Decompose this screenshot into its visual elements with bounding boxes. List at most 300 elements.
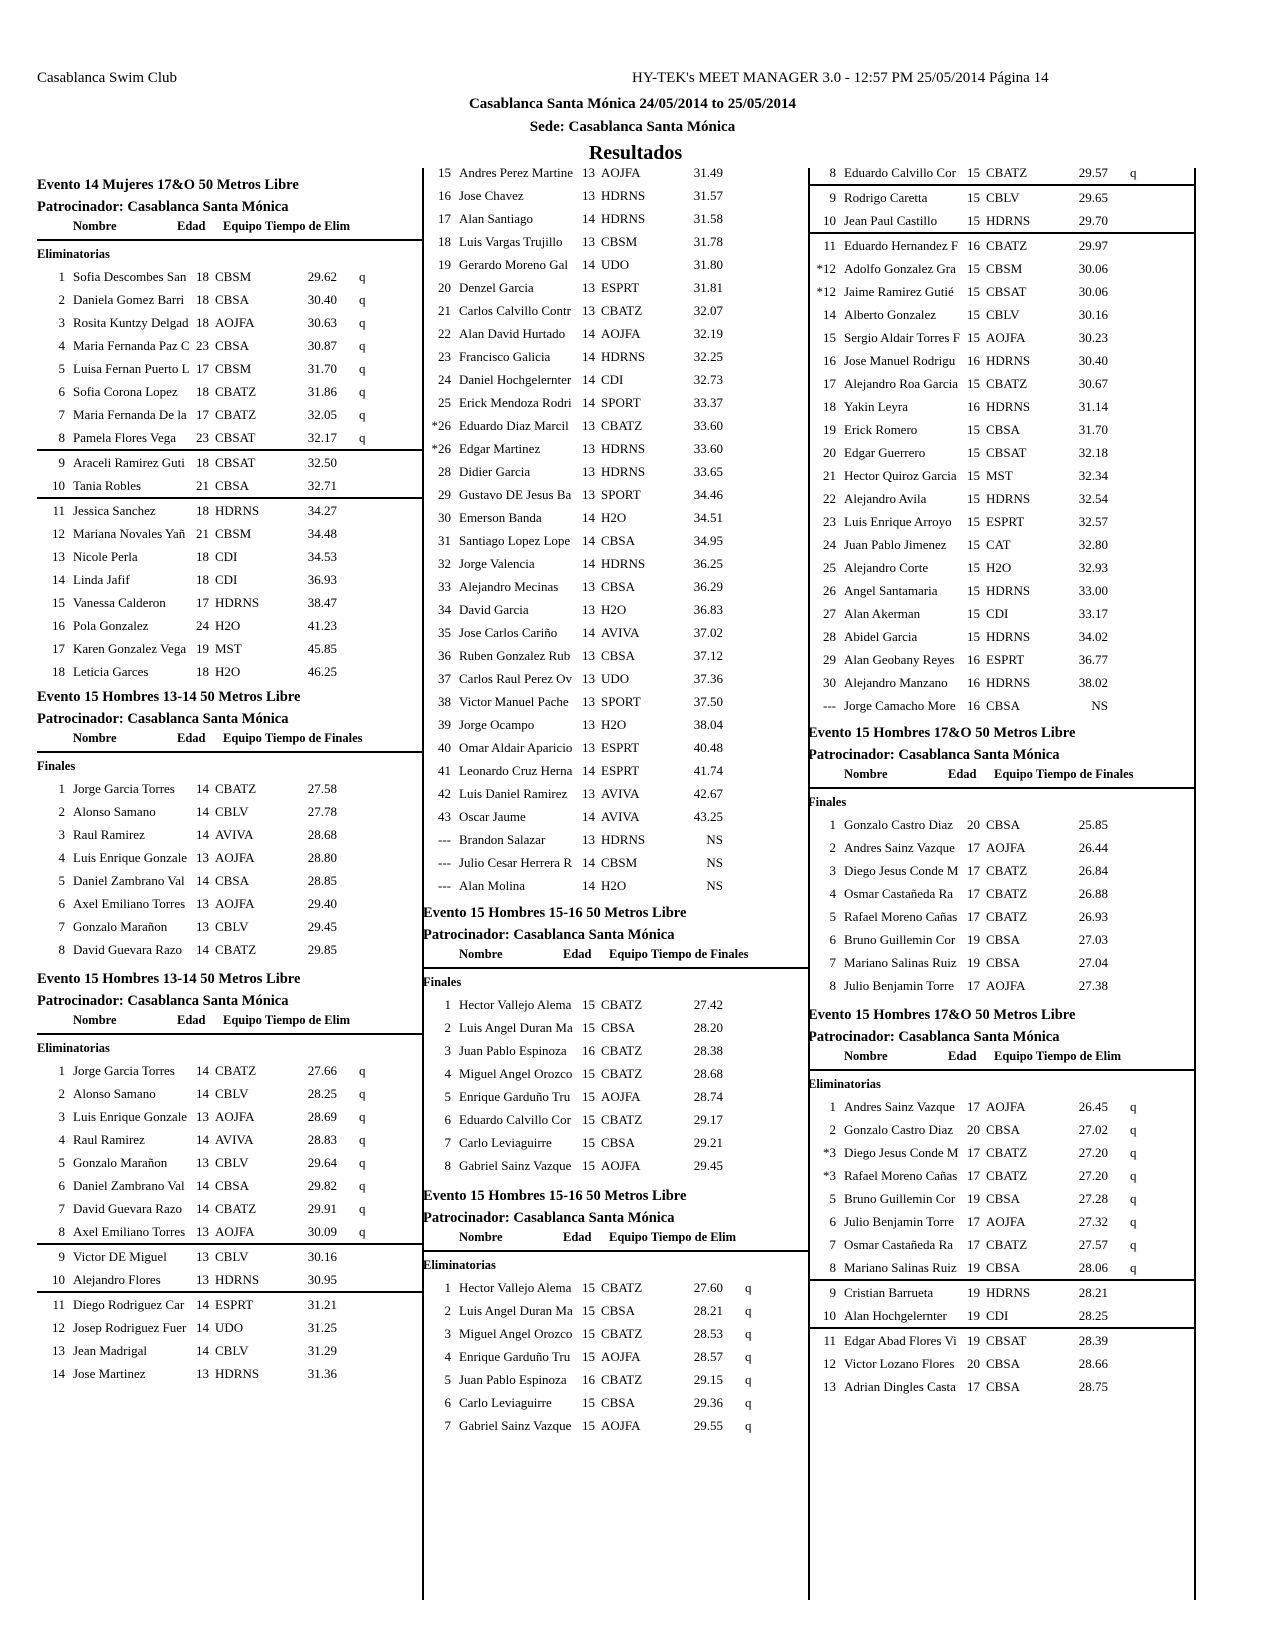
time: 31.29 <box>307 1343 337 1358</box>
time: 30.63 <box>307 315 337 330</box>
swimmer-name: Luis Enrique Gonzale <box>73 850 188 865</box>
result-row <box>808 209 1196 232</box>
team: AOJFA <box>601 326 641 341</box>
team: CAT <box>986 537 1011 552</box>
result-row <box>808 326 1196 349</box>
age: 13 <box>582 280 595 295</box>
result-row <box>37 311 422 334</box>
age: 14 <box>582 372 595 387</box>
team: AOJFA <box>215 896 255 911</box>
swimmer-name: Angel Santamaria <box>844 583 938 598</box>
result-row <box>808 303 1196 326</box>
swimmer-name: Luis Angel Duran Ma <box>459 1303 573 1318</box>
place: 18 <box>52 664 65 679</box>
place: 5 <box>58 361 65 376</box>
place: 1 <box>58 269 65 284</box>
team: CBATZ <box>986 238 1028 253</box>
team: CBATZ <box>215 1201 257 1216</box>
swimmer-name: Eduardo Calvillo Cor <box>459 1112 571 1127</box>
place: 15 <box>52 595 65 610</box>
team: CBSA <box>601 579 635 594</box>
result-row <box>37 403 422 426</box>
age: 18 <box>196 292 209 307</box>
col-name: Nombre <box>73 1013 117 1027</box>
time: 32.05 <box>307 407 337 422</box>
team: HDRNS <box>986 675 1031 690</box>
place: 1 <box>444 1280 451 1295</box>
swimmer-name: Edgar Martinez <box>459 441 541 456</box>
qualifier: q <box>745 1349 752 1364</box>
swimmer-name: Jean Paul Castillo <box>844 213 938 228</box>
place: 7 <box>444 1418 451 1433</box>
swimmer-name: David Guevara Razo <box>73 1201 183 1216</box>
swimmer-name: Erick Mendoza Rodri <box>459 395 572 410</box>
swimmer-name: Jorge Camacho More <box>844 698 956 713</box>
qualifier: q <box>1130 1214 1137 1229</box>
team: CBSAT <box>986 284 1027 299</box>
swimmer-name: Santiago Lopez Lope <box>459 533 571 548</box>
event-title: Evento 15 Hombres 17&O 50 Metros Libre <box>808 1007 1076 1023</box>
team: CBATZ <box>986 886 1028 901</box>
team: CBATZ <box>986 1237 1028 1252</box>
result-row <box>37 449 422 474</box>
swimmer-name: Josep Rodriguez Fuer <box>73 1320 187 1335</box>
age: 14 <box>582 855 595 870</box>
time: 29.62 <box>307 269 337 284</box>
time: 38.47 <box>307 595 337 610</box>
team: ESPRT <box>601 280 640 295</box>
age: 15 <box>582 1326 595 1341</box>
result-row <box>37 915 422 938</box>
swimmer-name: Enrique Garduño Tru <box>459 1349 571 1364</box>
place: 7 <box>58 407 65 422</box>
time: 30.16 <box>1078 307 1108 322</box>
team: ESPRT <box>601 763 640 778</box>
team: AVIVA <box>601 809 640 824</box>
time: 27.20 <box>1078 1145 1108 1160</box>
result-row <box>423 828 808 851</box>
time: 31.21 <box>307 1297 337 1312</box>
qualifier: q <box>359 315 366 330</box>
swimmer-name: Sergio Aldair Torres F <box>844 330 960 345</box>
result-row <box>808 694 1196 717</box>
time: 31.70 <box>307 361 337 376</box>
qualifier: q <box>359 361 366 376</box>
age: 15 <box>967 560 980 575</box>
result-row <box>423 253 808 276</box>
swimmer-name: Julio Benjamin Torre <box>844 978 955 993</box>
place: 2 <box>444 1303 451 1318</box>
age: 15 <box>582 997 595 1012</box>
team: CDI <box>215 572 238 587</box>
qualifier: q <box>359 407 366 422</box>
age: 14 <box>582 326 595 341</box>
place: 26 <box>823 583 836 598</box>
col-name: Nombre <box>459 947 503 961</box>
age: 14 <box>196 781 209 796</box>
result-row <box>37 614 422 637</box>
time: 27.38 <box>1078 978 1108 993</box>
place: 8 <box>444 1158 451 1173</box>
time: 29.45 <box>307 919 337 934</box>
result-row <box>808 859 1196 882</box>
age: 18 <box>196 269 209 284</box>
age: 17 <box>967 1099 980 1114</box>
place: 34 <box>438 602 451 617</box>
age: 18 <box>196 572 209 587</box>
place: 7 <box>58 919 65 934</box>
swimmer-name: Mariana Novales Yañ <box>73 526 186 541</box>
event-section <box>423 161 808 897</box>
swimmer-name: Raul Ramirez <box>73 1132 145 1147</box>
swimmer-name: Luis Enrique Gonzale <box>73 1109 188 1124</box>
time: 38.04 <box>693 717 723 732</box>
place: 1 <box>444 997 451 1012</box>
age: 16 <box>967 698 980 713</box>
qualifier: q <box>359 338 366 353</box>
col-name: Nombre <box>73 731 117 745</box>
time: NS <box>706 855 723 870</box>
place: 3 <box>58 827 65 842</box>
place: 14 <box>823 307 836 322</box>
result-row <box>423 805 808 828</box>
time: 28.21 <box>693 1303 723 1318</box>
age: 14 <box>582 211 595 226</box>
team: CBATZ <box>986 863 1028 878</box>
age: 15 <box>967 330 980 345</box>
team: HDRNS <box>215 1272 260 1287</box>
team: SPORT <box>601 694 641 709</box>
result-row <box>37 823 422 846</box>
place: 5 <box>444 1372 451 1387</box>
team: CBSA <box>601 1020 635 1035</box>
result-row <box>808 349 1196 372</box>
place: 8 <box>829 165 836 180</box>
qualifier: q <box>359 1063 366 1078</box>
result-row <box>37 1197 422 1220</box>
age: 16 <box>582 1043 595 1058</box>
event-title: Evento 15 Hombres 17&O 50 Metros Libre <box>808 725 1076 741</box>
place: 7 <box>829 1237 836 1252</box>
age: 14 <box>196 1201 209 1216</box>
swimmer-name: Axel Emiliano Torres <box>73 1224 186 1239</box>
swimmer-name: Leonardo Cruz Herna <box>459 763 573 778</box>
swimmer-name: Alonso Samano <box>73 1086 156 1101</box>
col-name: Nombre <box>459 1230 503 1244</box>
place: 29 <box>823 652 836 667</box>
time: 33.60 <box>693 441 723 456</box>
team: CBSA <box>986 955 1020 970</box>
swimmer-name: Leticia Garces <box>73 664 149 679</box>
result-row <box>423 782 808 805</box>
age: 14 <box>582 533 595 548</box>
place: *3 <box>823 1168 836 1183</box>
result-row <box>423 1154 808 1177</box>
swimmer-name: Andres Sainz Vazque <box>844 840 955 855</box>
age: 15 <box>582 1303 595 1318</box>
time: 30.06 <box>1078 284 1108 299</box>
time: 28.85 <box>307 873 337 888</box>
time: 29.15 <box>693 1372 723 1387</box>
team: CDI <box>601 372 624 387</box>
result-row <box>423 1016 808 1039</box>
result-row <box>423 345 808 368</box>
time: 29.82 <box>307 1178 337 1193</box>
age: 13 <box>196 850 209 865</box>
swimmer-name: Andres Perez Martine <box>459 165 574 180</box>
time: 30.67 <box>1078 376 1108 391</box>
place: 28 <box>823 629 836 644</box>
qualifier: q <box>1130 1099 1137 1114</box>
place: 30 <box>438 510 451 525</box>
result-row <box>37 545 422 568</box>
swimmer-name: Mariano Salinas Ruiz <box>844 955 957 970</box>
result-row <box>423 667 808 690</box>
swimmer-name: Daniel Zambrano Val <box>73 1178 185 1193</box>
swimmer-name: Erick Romero <box>844 422 918 437</box>
team: CDI <box>986 1308 1009 1323</box>
qualifier: q <box>745 1395 752 1410</box>
result-row <box>37 1291 422 1316</box>
time: 29.57 <box>1078 165 1108 180</box>
team: CBLV <box>215 1155 249 1170</box>
place: 12 <box>52 1320 65 1335</box>
time: 34.02 <box>1078 629 1108 644</box>
team: CBATZ <box>215 781 257 796</box>
swimmer-name: Carlos Calvillo Contr <box>459 303 571 318</box>
age: 14 <box>196 1320 209 1335</box>
result-row <box>37 1220 422 1243</box>
place: 42 <box>438 786 451 801</box>
team: CBSA <box>215 478 249 493</box>
swimmer-name: Gabriel Sainz Vazque <box>459 1418 572 1433</box>
place: 18 <box>438 234 451 249</box>
result-row <box>423 299 808 322</box>
column-header <box>37 1012 422 1035</box>
team: AOJFA <box>986 840 1026 855</box>
age: 18 <box>196 503 209 518</box>
result-row <box>808 161 1196 184</box>
time: 27.58 <box>307 781 337 796</box>
place: 17 <box>52 641 65 656</box>
time: 30.16 <box>307 1249 337 1264</box>
swimmer-name: Edgar Guerrero <box>844 445 926 460</box>
time: 43.25 <box>693 809 723 824</box>
result-row <box>808 671 1196 694</box>
team: H2O <box>986 560 1012 575</box>
age: 13 <box>582 464 595 479</box>
team: UDO <box>601 671 630 686</box>
time: 41.74 <box>693 763 723 778</box>
time: 33.65 <box>693 464 723 479</box>
age: 15 <box>967 284 980 299</box>
result-row <box>37 1105 422 1128</box>
col-age: Edad <box>948 1049 977 1063</box>
place: 11 <box>823 238 836 253</box>
time: 28.66 <box>1078 1356 1108 1371</box>
place: 6 <box>829 932 836 947</box>
age: 17 <box>196 407 209 422</box>
team: AOJFA <box>986 1214 1026 1229</box>
result-row <box>423 1368 808 1391</box>
age: 13 <box>196 1366 209 1381</box>
event-title: Evento 15 Hombres 13-14 50 Metros Libre <box>37 971 301 987</box>
place: 1 <box>58 781 65 796</box>
age: 23 <box>196 430 209 445</box>
result-row <box>37 1174 422 1197</box>
team: ESPRT <box>986 514 1025 529</box>
swimmer-name: Karen Gonzalez Vega <box>73 641 187 656</box>
time: 29.85 <box>307 942 337 957</box>
age: 13 <box>196 1224 209 1239</box>
place: 6 <box>58 1178 65 1193</box>
swimmer-name: Luis Daniel Ramirez <box>459 786 568 801</box>
time: 26.93 <box>1078 909 1108 924</box>
swimmer-name: Gonzalo Marañon <box>73 1155 168 1170</box>
time: NS <box>706 878 723 893</box>
swimmer-name: Jose Chavez <box>459 188 524 203</box>
result-row <box>423 644 808 667</box>
age: 14 <box>582 809 595 824</box>
time: 28.38 <box>693 1043 723 1058</box>
place: 5 <box>444 1089 451 1104</box>
time: 33.60 <box>693 418 723 433</box>
result-row <box>423 529 808 552</box>
result-row <box>423 1276 808 1299</box>
time: 30.95 <box>307 1272 337 1287</box>
age: 17 <box>967 1145 980 1160</box>
swimmer-name: Alejandro Flores <box>73 1272 161 1287</box>
col-team-time: Equipo Tiempo de Finales <box>223 731 363 745</box>
result-row <box>808 1187 1196 1210</box>
qualifier: q <box>1130 1260 1137 1275</box>
result-row <box>808 257 1196 280</box>
age: 15 <box>582 1158 595 1173</box>
result-row <box>37 334 422 357</box>
age: 14 <box>582 349 595 364</box>
team: HDRNS <box>986 213 1031 228</box>
team: HDRNS <box>601 441 646 456</box>
swimmer-name: Andres Sainz Vazque <box>844 1099 955 1114</box>
swimmer-name: Alan Geobany Reyes <box>844 652 955 667</box>
place: 31 <box>438 533 451 548</box>
team: CBATZ <box>986 1145 1028 1160</box>
team: CDI <box>215 549 238 564</box>
team: CBSA <box>986 1379 1020 1394</box>
result-row <box>423 874 808 897</box>
age: 13 <box>582 579 595 594</box>
time: 33.00 <box>1078 583 1108 598</box>
place: 24 <box>823 537 836 552</box>
qualifier: q <box>359 292 366 307</box>
team: CBSA <box>601 1395 635 1410</box>
age: 15 <box>582 1418 595 1433</box>
qualifier: q <box>745 1418 752 1433</box>
col-name: Nombre <box>844 767 888 781</box>
swimmer-name: Adolfo Gonzalez Gra <box>844 261 956 276</box>
place: 4 <box>58 338 65 353</box>
time: 30.87 <box>307 338 337 353</box>
result-row <box>37 288 422 311</box>
time: 27.04 <box>1078 955 1108 970</box>
time: 28.57 <box>693 1349 723 1364</box>
team: H2O <box>215 664 241 679</box>
time: NS <box>706 832 723 847</box>
time: 36.93 <box>307 572 337 587</box>
place: 7 <box>58 1201 65 1216</box>
time: 28.68 <box>307 827 337 842</box>
place: 13 <box>52 1343 65 1358</box>
place: 1 <box>58 1063 65 1078</box>
swimmer-name: Eduardo Hernandez F <box>844 238 959 253</box>
qualifier: q <box>359 1086 366 1101</box>
team: CBSAT <box>215 430 256 445</box>
team: CBSA <box>215 1178 249 1193</box>
time: 29.17 <box>693 1112 723 1127</box>
team: CBSM <box>215 526 252 541</box>
round-label: Eliminatorias <box>808 1077 881 1091</box>
swimmer-name: Yakin Leyra <box>844 399 909 414</box>
place: 9 <box>58 1249 65 1264</box>
team: CBSAT <box>986 1333 1027 1348</box>
place: 3 <box>444 1326 451 1341</box>
team: CBLV <box>215 1249 249 1264</box>
meet-title: Casablanca Santa Mónica 24/05/2014 to 25/05/2014 <box>468 96 797 112</box>
swimmer-name: Hector Vallejo Alema <box>459 997 572 1012</box>
swimmer-name: Jorge Garcia Torres <box>73 781 175 796</box>
swimmer-name: Jose Carlos Cariño <box>459 625 558 640</box>
age: 13 <box>196 1155 209 1170</box>
team: AOJFA <box>601 1089 641 1104</box>
col-team-time: Equipo Tiempo de Elim <box>609 1230 737 1244</box>
swimmer-name: Araceli Ramirez Guti <box>73 455 185 470</box>
age: 19 <box>967 955 980 970</box>
time: 32.19 <box>693 326 723 341</box>
time: 34.53 <box>307 549 337 564</box>
age: 13 <box>196 1272 209 1287</box>
place: 2 <box>58 1086 65 1101</box>
place: 21 <box>438 303 451 318</box>
round-label: Finales <box>37 759 76 773</box>
result-row <box>423 414 808 437</box>
team: CBSA <box>601 648 635 663</box>
team: AOJFA <box>986 978 1026 993</box>
place: 35 <box>438 625 451 640</box>
swimmer-name: Sofia Descombes San <box>73 269 187 284</box>
swimmer-name: Osmar Castañeda Ra <box>844 886 954 901</box>
team: AVIVA <box>215 827 254 842</box>
age: 13 <box>582 740 595 755</box>
swimmer-name: Juan Pablo Espinoza <box>459 1043 567 1058</box>
swimmer-name: Didier Garcia <box>459 464 531 479</box>
round-label: Finales <box>423 975 462 989</box>
place: *26 <box>431 441 451 456</box>
age: 14 <box>196 1297 209 1312</box>
time: 30.40 <box>307 292 337 307</box>
team: H2O <box>601 878 627 893</box>
swimmer-name: Raul Ramirez <box>73 827 145 842</box>
time: 29.91 <box>307 1201 337 1216</box>
col-age: Edad <box>563 947 592 961</box>
swimmer-name: Luis Vargas Trujillo <box>459 234 563 249</box>
age: 21 <box>196 478 209 493</box>
result-row <box>423 161 808 184</box>
time: 29.55 <box>693 1418 723 1433</box>
place: 22 <box>438 326 451 341</box>
result-row <box>808 184 1196 209</box>
place: 3 <box>58 1109 65 1124</box>
swimmer-name: Miguel Angel Orozco <box>459 1066 573 1081</box>
